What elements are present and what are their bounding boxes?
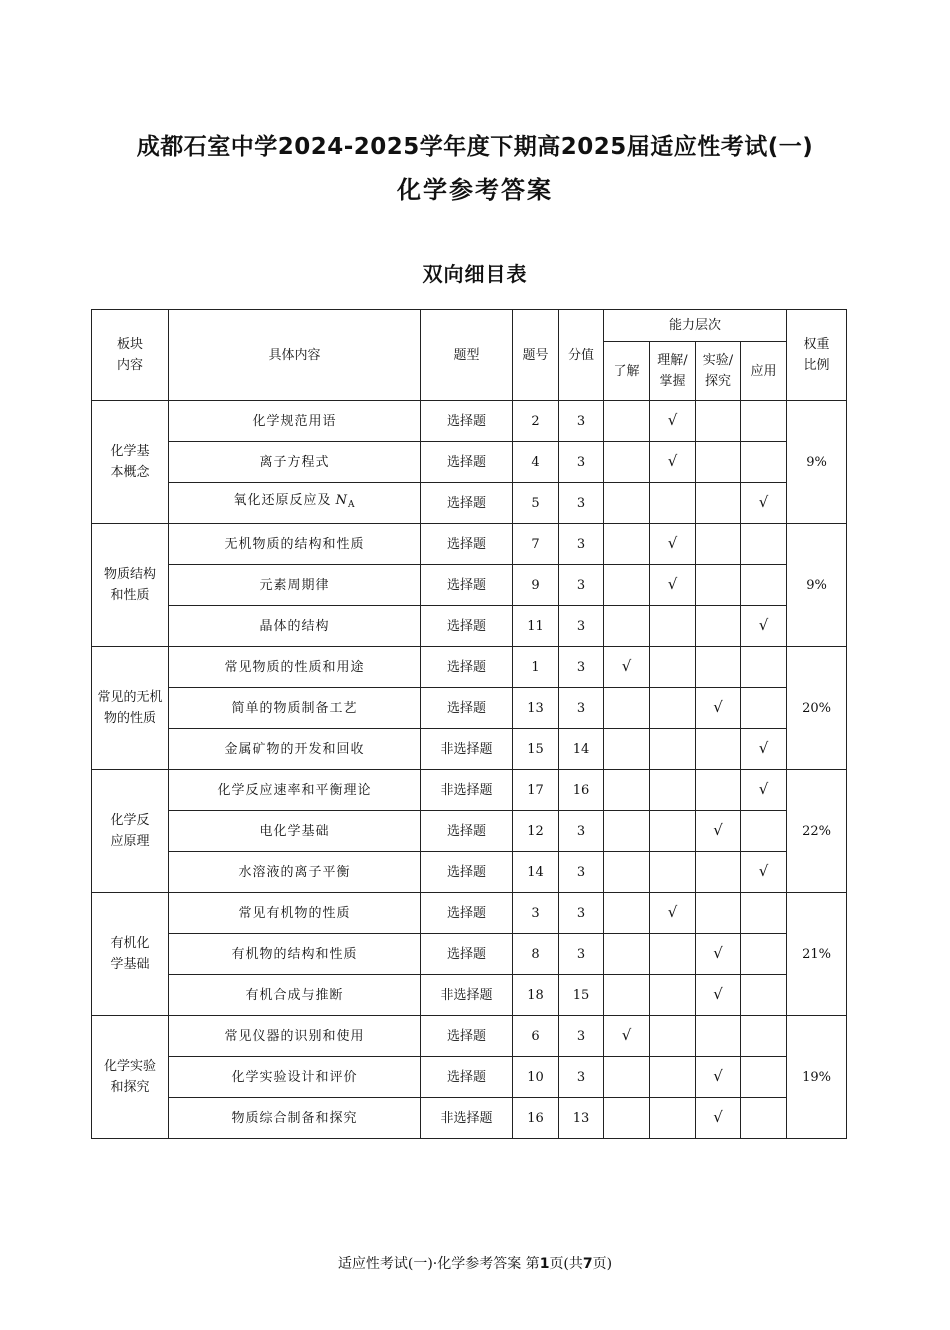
- table-row: [92, 770, 847, 811]
- ability-cell: [741, 1098, 787, 1139]
- ability-cell: [696, 524, 741, 565]
- check-mark-icon: √: [713, 944, 723, 962]
- ability-cell: [741, 811, 787, 852]
- board-cell: 化学实验 和探究: [92, 1016, 169, 1139]
- question-type-cell: 选择题: [421, 893, 513, 934]
- table-body: [92, 401, 847, 1139]
- content-cell: 物质综合制备和探究: [169, 1098, 421, 1139]
- ability-cell: [650, 893, 696, 934]
- question-number-cell: 18: [513, 975, 559, 1016]
- check-mark-icon: √: [713, 1108, 723, 1126]
- score-cell: 3: [559, 401, 604, 442]
- check-mark-icon: √: [713, 985, 723, 1003]
- question-number-cell: 2: [513, 401, 559, 442]
- question-number-cell: 14: [513, 852, 559, 893]
- ability-cell: [696, 483, 741, 524]
- score-cell: 13: [559, 1098, 604, 1139]
- question-type-cell: 选择题: [421, 1016, 513, 1057]
- score-cell: 3: [559, 565, 604, 606]
- ability-cell: [696, 1098, 741, 1139]
- table-row: [92, 1057, 847, 1098]
- ability-cell: [696, 852, 741, 893]
- question-type-cell: 非选择题: [421, 975, 513, 1016]
- ability-cell: [650, 524, 696, 565]
- content-cell: 化学实验设计和评价: [169, 1057, 421, 1098]
- score-cell: 3: [559, 852, 604, 893]
- question-number-cell: 6: [513, 1016, 559, 1057]
- ability-cell: [604, 1016, 650, 1057]
- header-comprehend: 理解/ 掌握: [650, 342, 696, 401]
- content-cell: 水溶液的离子平衡: [169, 852, 421, 893]
- question-number-cell: 15: [513, 729, 559, 770]
- check-mark-icon: √: [713, 698, 723, 716]
- header-question-type: 题型: [421, 310, 513, 401]
- question-type-cell: 选择题: [421, 647, 513, 688]
- ability-cell: [741, 934, 787, 975]
- question-number-cell: 1: [513, 647, 559, 688]
- question-type-cell: 非选择题: [421, 770, 513, 811]
- question-number-cell: 17: [513, 770, 559, 811]
- table-row: [92, 647, 847, 688]
- header-content: 具体内容: [169, 310, 421, 401]
- check-mark-icon: √: [621, 657, 632, 675]
- check-mark-icon: √: [758, 616, 769, 634]
- check-mark-icon: √: [758, 780, 769, 798]
- check-mark-icon: √: [667, 411, 678, 429]
- check-mark-icon: √: [667, 903, 678, 921]
- answer-title: 化学参考答案: [397, 176, 553, 204]
- content-cell: 化学反应速率和平衡理论: [169, 770, 421, 811]
- question-number-cell: 8: [513, 934, 559, 975]
- score-cell: 16: [559, 770, 604, 811]
- check-mark-icon: √: [758, 862, 769, 880]
- question-number-cell: 4: [513, 442, 559, 483]
- exam-title: 成都石室中学2024-2025学年度下期高2025届适应性考试(一): [136, 134, 814, 160]
- table-row: [92, 893, 847, 934]
- question-number-cell: 3: [513, 893, 559, 934]
- header-weight: 权重 比例: [787, 310, 847, 401]
- ability-cell: [604, 688, 650, 729]
- content-cell: 金属矿物的开发和回收: [169, 729, 421, 770]
- table-row: [92, 565, 847, 606]
- ability-cell: [604, 647, 650, 688]
- content-cell: 无机物质的结构和性质: [169, 524, 421, 565]
- board-cell: 物质结构 和性质: [92, 524, 169, 647]
- question-type-cell: 选择题: [421, 524, 513, 565]
- ability-cell: [696, 647, 741, 688]
- content-cell: 氧化还原反应及 $N_A$: [169, 483, 421, 524]
- ability-cell: [741, 1057, 787, 1098]
- content-cell: 元素周期律: [169, 565, 421, 606]
- ability-cell: [650, 483, 696, 524]
- board-cell: 有机化 学基础: [92, 893, 169, 1016]
- content-cell: 简单的物质制备工艺: [169, 688, 421, 729]
- ability-cell: [604, 606, 650, 647]
- check-mark-icon: √: [621, 1026, 632, 1044]
- ability-cell: [741, 1016, 787, 1057]
- ability-cell: [604, 401, 650, 442]
- question-number-cell: 12: [513, 811, 559, 852]
- table-row: [92, 811, 847, 852]
- ability-cell: [650, 647, 696, 688]
- ability-cell: [696, 401, 741, 442]
- ability-cell: [650, 975, 696, 1016]
- ability-cell: [741, 401, 787, 442]
- ability-cell: [696, 934, 741, 975]
- ability-cell: [650, 770, 696, 811]
- question-number-cell: 16: [513, 1098, 559, 1139]
- table-row: [92, 688, 847, 729]
- content-cell: 晶体的结构: [169, 606, 421, 647]
- content-cell: 电化学基础: [169, 811, 421, 852]
- header-experiment: 实验/ 探究: [696, 342, 741, 401]
- check-mark-icon: √: [667, 452, 678, 470]
- ability-cell: [650, 565, 696, 606]
- ability-cell: [741, 606, 787, 647]
- footer-page-number: 1: [539, 1256, 550, 1272]
- header-understand: 了解: [604, 342, 650, 401]
- weight-cell: 9%: [787, 524, 847, 647]
- ability-cell: [650, 811, 696, 852]
- score-cell: 3: [559, 893, 604, 934]
- score-cell: 3: [559, 483, 604, 524]
- ability-cell: [604, 1057, 650, 1098]
- header-ability-level: 能力层次: [604, 310, 787, 342]
- question-type-cell: 选择题: [421, 1057, 513, 1098]
- ability-cell: [696, 770, 741, 811]
- header-question-number: 题号: [513, 310, 559, 401]
- question-type-cell: 选择题: [421, 401, 513, 442]
- score-cell: 3: [559, 811, 604, 852]
- ability-cell: [741, 524, 787, 565]
- ability-cell: [650, 1057, 696, 1098]
- ability-cell: [604, 483, 650, 524]
- table-row: [92, 975, 847, 1016]
- table-row: [92, 1098, 847, 1139]
- table-row: [92, 934, 847, 975]
- ability-cell: [650, 1098, 696, 1139]
- question-type-cell: 选择题: [421, 483, 513, 524]
- question-type-cell: 选择题: [421, 934, 513, 975]
- weight-cell: 21%: [787, 893, 847, 1016]
- ability-cell: [696, 975, 741, 1016]
- score-cell: 3: [559, 442, 604, 483]
- check-mark-icon: √: [713, 821, 723, 839]
- score-cell: 3: [559, 1057, 604, 1098]
- ability-cell: [696, 893, 741, 934]
- ability-cell: [604, 893, 650, 934]
- ability-cell: [604, 1098, 650, 1139]
- ability-cell: [696, 565, 741, 606]
- question-number-cell: 5: [513, 483, 559, 524]
- weight-cell: 9%: [787, 401, 847, 524]
- content-cell: 离子方程式: [169, 442, 421, 483]
- question-type-cell: 非选择题: [421, 729, 513, 770]
- ability-cell: [741, 442, 787, 483]
- ability-cell: [741, 565, 787, 606]
- ability-cell: [604, 811, 650, 852]
- question-type-cell: 选择题: [421, 565, 513, 606]
- content-cell: 有机物的结构和性质: [169, 934, 421, 975]
- content-cell: 常见仪器的识别和使用: [169, 1016, 421, 1057]
- board-cell: 化学反 应原理: [92, 770, 169, 893]
- question-type-cell: 选择题: [421, 606, 513, 647]
- na-symbol: N: [335, 493, 348, 508]
- ability-cell: [604, 565, 650, 606]
- ability-cell: [650, 852, 696, 893]
- footer-prefix: 适应性考试(一)·化学参考答案 第: [337, 1256, 540, 1272]
- ability-cell: [696, 1057, 741, 1098]
- ability-cell: [741, 688, 787, 729]
- ability-cell: [741, 729, 787, 770]
- table-row: [92, 483, 847, 524]
- score-cell: 3: [559, 1016, 604, 1057]
- ability-cell: [650, 688, 696, 729]
- question-type-cell: 选择题: [421, 852, 513, 893]
- ability-cell: [741, 483, 787, 524]
- footer-total-pages: 7: [582, 1256, 593, 1272]
- ability-cell: [696, 688, 741, 729]
- ability-cell: [604, 524, 650, 565]
- ability-cell: [650, 729, 696, 770]
- ability-cell: [650, 401, 696, 442]
- page-footer: [0, 1253, 950, 1273]
- ability-cell: [741, 893, 787, 934]
- content-cell: 化学规范用语: [169, 401, 421, 442]
- table-row: [92, 852, 847, 893]
- header-score: 分值: [559, 310, 604, 401]
- weight-cell: 22%: [787, 770, 847, 893]
- ability-cell: [650, 442, 696, 483]
- ability-cell: [696, 606, 741, 647]
- table-row: [92, 606, 847, 647]
- board-cell: 化学基 本概念: [92, 401, 169, 524]
- check-mark-icon: √: [758, 739, 769, 757]
- content-cell: 有机合成与推断: [169, 975, 421, 1016]
- content-cell: 常见物质的性质和用途: [169, 647, 421, 688]
- header-board: 板块 内容: [92, 310, 169, 401]
- two-way-spec-table: [91, 309, 847, 1139]
- ability-cell: [650, 606, 696, 647]
- score-cell: 3: [559, 688, 604, 729]
- ability-cell: [696, 811, 741, 852]
- ability-cell: [604, 934, 650, 975]
- ability-cell: [696, 1016, 741, 1057]
- question-number-cell: 7: [513, 524, 559, 565]
- question-type-cell: 非选择题: [421, 1098, 513, 1139]
- question-type-cell: 选择题: [421, 811, 513, 852]
- question-number-cell: 10: [513, 1057, 559, 1098]
- ability-cell: [604, 852, 650, 893]
- ability-cell: [650, 934, 696, 975]
- score-cell: 14: [559, 729, 604, 770]
- ability-cell: [696, 442, 741, 483]
- ability-cell: [741, 770, 787, 811]
- table-row: [92, 524, 847, 565]
- score-cell: 3: [559, 647, 604, 688]
- table-row: [92, 442, 847, 483]
- ability-cell: [741, 975, 787, 1016]
- check-mark-icon: √: [713, 1067, 723, 1085]
- score-cell: 3: [559, 524, 604, 565]
- score-cell: 3: [559, 606, 604, 647]
- weight-cell: 19%: [787, 1016, 847, 1139]
- question-number-cell: 9: [513, 565, 559, 606]
- ability-cell: [741, 647, 787, 688]
- ability-cell: [604, 770, 650, 811]
- question-type-cell: 选择题: [421, 442, 513, 483]
- check-mark-icon: √: [667, 575, 678, 593]
- weight-cell: 20%: [787, 647, 847, 770]
- table-row: [92, 1016, 847, 1057]
- board-cell: 常见的无机 物的性质: [92, 647, 169, 770]
- footer-middle: 页(共: [549, 1256, 583, 1272]
- question-number-cell: 13: [513, 688, 559, 729]
- footer-suffix: 页): [592, 1256, 613, 1272]
- ability-cell: [604, 442, 650, 483]
- ability-cell: [741, 852, 787, 893]
- check-mark-icon: √: [758, 493, 769, 511]
- score-cell: 3: [559, 934, 604, 975]
- ability-cell: [604, 729, 650, 770]
- question-number-cell: 11: [513, 606, 559, 647]
- table-row: [92, 401, 847, 442]
- ability-cell: [650, 1016, 696, 1057]
- score-cell: 15: [559, 975, 604, 1016]
- table-row: [92, 729, 847, 770]
- ability-cell: [604, 975, 650, 1016]
- header-apply: 应用: [741, 342, 787, 401]
- table-title: 双向细目表: [422, 262, 528, 286]
- check-mark-icon: √: [667, 534, 678, 552]
- content-cell: 常见有机物的性质: [169, 893, 421, 934]
- question-type-cell: 选择题: [421, 688, 513, 729]
- ability-cell: [696, 729, 741, 770]
